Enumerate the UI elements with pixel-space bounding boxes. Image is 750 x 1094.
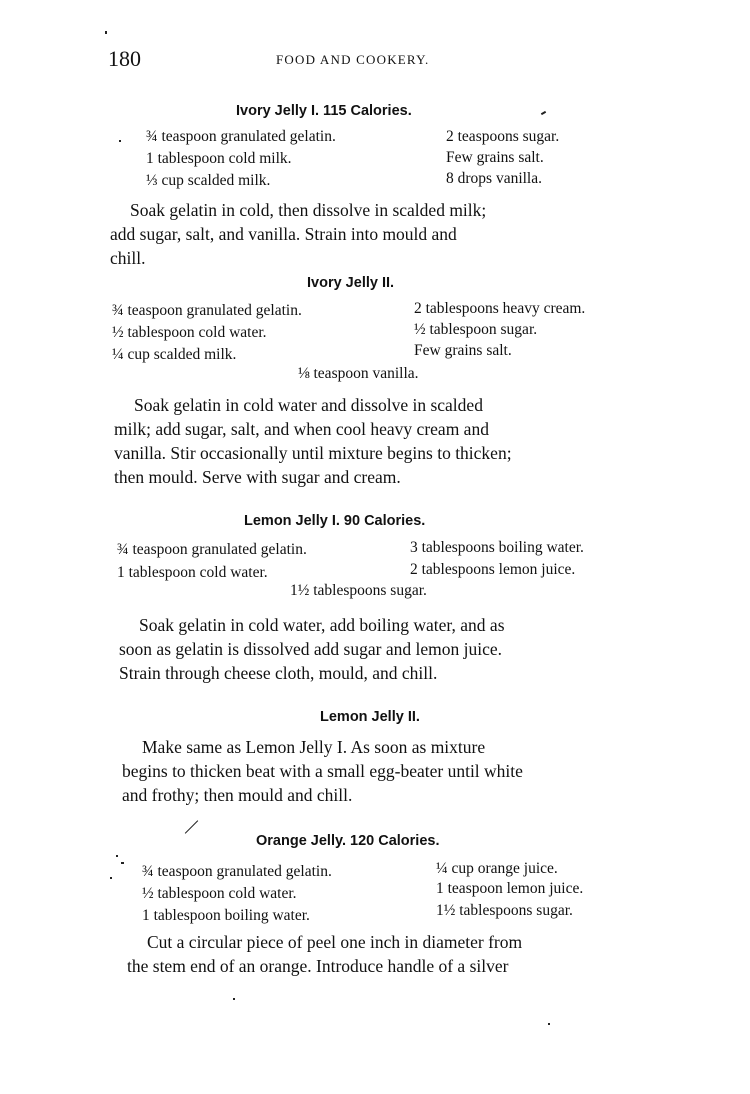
directions-line: vanilla. Stir occasionally until mixture begins to thicken; [114, 443, 512, 463]
ingredient: ¾ teaspoon granulated gelatin. [112, 302, 302, 319]
recipe-title-lemon-jelly-2: Lemon Jelly II. [320, 709, 420, 725]
directions-paragraph [114, 393, 634, 490]
ingredient: ⅛ teaspoon vanilla. [298, 365, 419, 382]
directions-line: Strain through cheese cloth, mould, and chill. [119, 663, 438, 683]
directions-line: Cut a circular piece of peel one inch in diameter from [147, 932, 523, 952]
directions-paragraph [127, 930, 644, 980]
directions-paragraph [122, 735, 639, 808]
scan-speck [119, 140, 121, 142]
ingredient: 1 tablespoon boiling water. [142, 907, 310, 924]
ingredient: ¾ teaspoon granulated gelatin. [146, 128, 336, 145]
scan-speck [185, 820, 198, 833]
scan-speck [116, 855, 118, 857]
recipe-title-orange-jelly: Orange Jelly. 120 Calories. [256, 833, 440, 849]
directions-line: Soak gelatin in cold, then dissolve in scalded milk; [130, 200, 487, 220]
directions-line: and frothy; then mould and chill. [122, 785, 353, 805]
ingredient: ¾ teaspoon granulated gelatin. [142, 863, 332, 880]
ingredient: 1½ tablespoons sugar. [436, 902, 573, 919]
ingredient: 8 drops vanilla. [446, 170, 542, 187]
directions-line: begins to thicken beat with a small egg-beater until white [122, 761, 523, 781]
scan-speck [121, 862, 124, 864]
ingredient: 1½ tablespoons sugar. [290, 582, 427, 599]
directions-line: add sugar, salt, and vanilla. Strain into mould and [110, 224, 457, 244]
ingredient: ¼ cup scalded milk. [112, 346, 237, 363]
directions-line: chill. [110, 248, 146, 268]
directions-line: the stem end of an orange. Introduce handle of a silver [127, 956, 509, 976]
ingredient: ½ tablespoon cold water. [142, 885, 297, 902]
recipe-title-ivory-jelly-2: Ivory Jelly II. [307, 275, 395, 291]
directions-line: milk; add sugar, salt, and when cool heavy cream and [114, 419, 489, 439]
page-number: 180 [108, 46, 141, 71]
directions-line: soon as gelatin is dissolved add sugar and lemon juice. [119, 639, 502, 659]
ingredient: Few grains salt. [414, 342, 512, 359]
scan-speck [548, 1023, 550, 1025]
ingredient: 2 teaspoons sugar. [446, 128, 560, 145]
ingredient: 1 teaspoon lemon juice. [436, 880, 584, 897]
ingredient: 3 tablespoons boiling water. [410, 539, 584, 556]
recipe-title-ivory-jelly-1: Ivory Jelly I. 115 Calories. [236, 103, 412, 119]
directions-line: Soak gelatin in cold water and dissolve in scalded [134, 395, 483, 415]
ingredient: Few grains salt. [446, 149, 544, 166]
directions-paragraph [119, 613, 636, 686]
recipe-title-lemon-jelly-1: Lemon Jelly I. 90 Calories. [244, 513, 426, 529]
scan-speck [541, 111, 546, 115]
ingredient: ½ tablespoon sugar. [414, 321, 538, 338]
directions-line: Soak gelatin in cold water, add boiling water, and as [139, 615, 505, 635]
scan-speck [105, 31, 107, 34]
ingredient: ¾ teaspoon granulated gelatin. [117, 541, 307, 558]
scan-speck [233, 998, 235, 1000]
ingredient: ¼ cup orange juice. [436, 860, 558, 877]
directions-line: then mould. Serve with sugar and cream. [114, 467, 401, 487]
ingredient: ⅓ cup scalded milk. [146, 172, 271, 189]
directions-line: Make same as Lemon Jelly I. As soon as mixture [142, 737, 486, 757]
ingredient: 1 tablespoon cold water. [117, 564, 268, 581]
ingredient: 2 tablespoons lemon juice. [410, 561, 576, 578]
ingredient: ½ tablespoon cold water. [112, 324, 267, 341]
ingredient: 2 tablespoons heavy cream. [414, 300, 586, 317]
directions-paragraph [110, 198, 632, 273]
ingredient: 1 tablespoon cold milk. [146, 150, 292, 167]
running-head: FOOD AND COOKERY. [276, 52, 430, 67]
scan-speck [110, 877, 112, 879]
